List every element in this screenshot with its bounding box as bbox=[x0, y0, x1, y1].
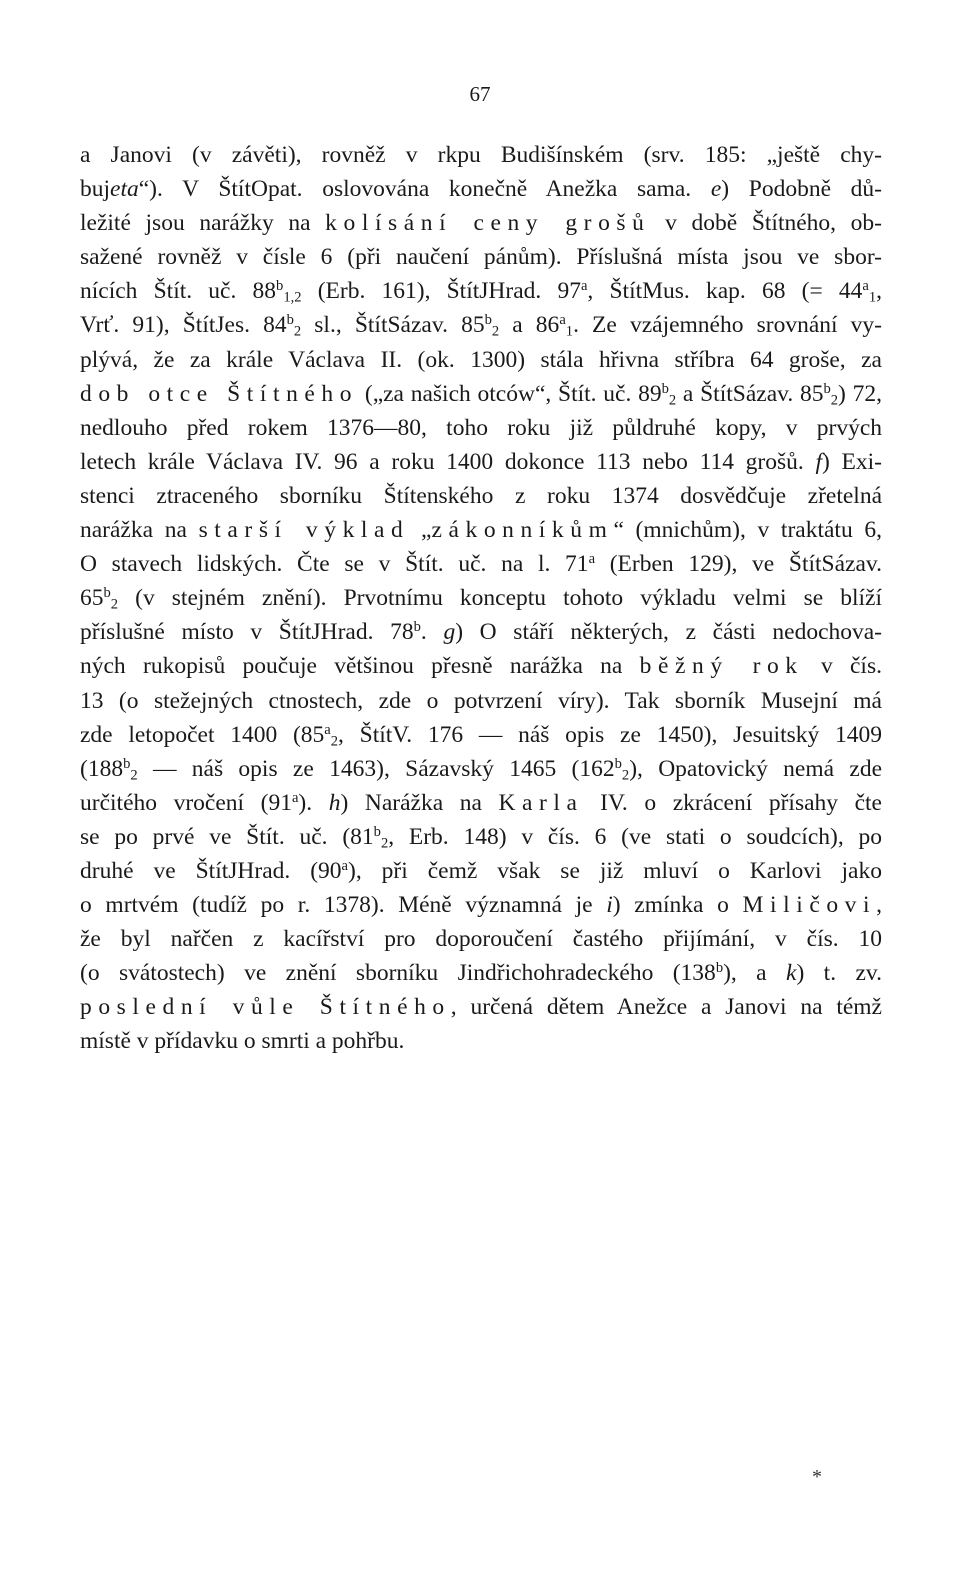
text-line: a Janovi (v závěti), rovněž v rkpu Budišínském (srv. 185: „ještě chy- bbox=[80, 142, 882, 168]
text-line: plývá, že za krále Václava II. (ok. 1300) stála hřivna stříbra 64 groše, za bbox=[80, 346, 882, 373]
body-text bbox=[80, 138, 882, 1059]
text-line: nících Štít. uč. $88^b_{1,2}$ (Erb. 161), ŠtítJHrad. 97$^a$, ŠtítMus. kap. 68 (= $44^a_1$, bbox=[80, 278, 882, 307]
text-line: určitého vročení (91$^a$). h) Narážka na Karla IV. o zkrácení přísahy čte bbox=[80, 789, 882, 816]
page-number: 67 bbox=[469, 82, 491, 106]
text-line: místě v přídavku o smrti a pohřbu. bbox=[80, 1028, 405, 1055]
text-line: $65^b_2$ (v stejném znění). Prvotnímu konceptu tohoto výkladu velmi se blíží bbox=[80, 585, 882, 613]
text-line: ležité jsou narážky na kolísání ceny grošů v době Štítného, ob- bbox=[80, 210, 882, 237]
text-line: ($188^b_2$ — náš opis ze 1463), Sázavský 1465 $(162^b_2)$, Opatovický nemá zde bbox=[80, 755, 882, 784]
text-line: druhé ve ŠtítJHrad. (90$^a$), při čemž však se již mluví o Karlovi jako bbox=[80, 857, 882, 884]
text-line: bujeta“). V ŠtítOpat. oslovována konečně Anežka sama. e) Podobně dů- bbox=[80, 176, 882, 203]
text-line: příslušné místo v ŠtítJHrad. 78$^b$. g) O stáří některých, z části nedochova- bbox=[80, 619, 883, 646]
text-line: letech krále Václava IV. 96 a roku 1400 dokonce 113 nebo 114 grošů. f) Exi- bbox=[80, 448, 882, 475]
text-line: se po prvé ve Štít. uč. ($81^b_2$, Erb. 148) v čís. 6 (ve stati o soudcích), po bbox=[80, 823, 882, 852]
text-line: stenci ztraceného sborníku Štítenského z roku 1374 dosvědčuje zřetelná bbox=[80, 482, 882, 509]
text-line: o mrtvém (tudíž po r. 1378). Méně významná je i) zmínka o Miličovi, bbox=[80, 892, 882, 919]
footer-asterisk: * bbox=[812, 1466, 822, 1488]
text-line: ných rukopisů poučuje většinou přesně narážka na běžný rok v čís. bbox=[80, 653, 882, 680]
text-line: nedlouho před rokem 1376—80, toho roku již půldruhé kopy, v prvých bbox=[80, 414, 882, 441]
text-line: sažené rovněž v čísle 6 (při naučení pánům). Příslušná místa jsou ve sbor- bbox=[80, 244, 882, 271]
text-line: 13 (o stežejných ctnostech, zde o potvrzení víry). Tak sborník Musejní má bbox=[80, 687, 882, 714]
text-line: O stavech lidských. Čte se v Štít. uč. na l. 71$^a$ (Erben 129), ve ŠtítSázav. bbox=[80, 551, 883, 578]
text-line: (o svátostech) ve znění sborníku Jindřichohradeckého (138$^b$), a k) t. zv. bbox=[80, 960, 882, 987]
text-line: Vrť. 91), ŠtítJes. $84^b_2$ sl., ŠtítSázav. $85^b_2$ a $86^a_1$. Ze vzájemného srovnání vy- bbox=[80, 312, 882, 341]
text-line: dob otce Štítného („za našich otców“, Štít. uč. $89^b_2$ a ŠtítSázav. $85^b_2$) 72, bbox=[80, 380, 883, 409]
text-line: narážka na starší výklad „zákonníkům“ (mnichům), v traktátu 6, bbox=[80, 517, 883, 544]
text-line: poslední vůle Štítného, určená dětem Anežce a Janovi na témž bbox=[80, 994, 882, 1021]
text-line: že byl nařčen z kacířství pro doporoučení častého přijímání, v čís. 10 bbox=[80, 926, 882, 953]
text-line: zde letopočet 1400 ($85^a_2$, ŠtítV. 176 — náš opis ze 1450), Jesuitský 1409 bbox=[80, 721, 882, 750]
